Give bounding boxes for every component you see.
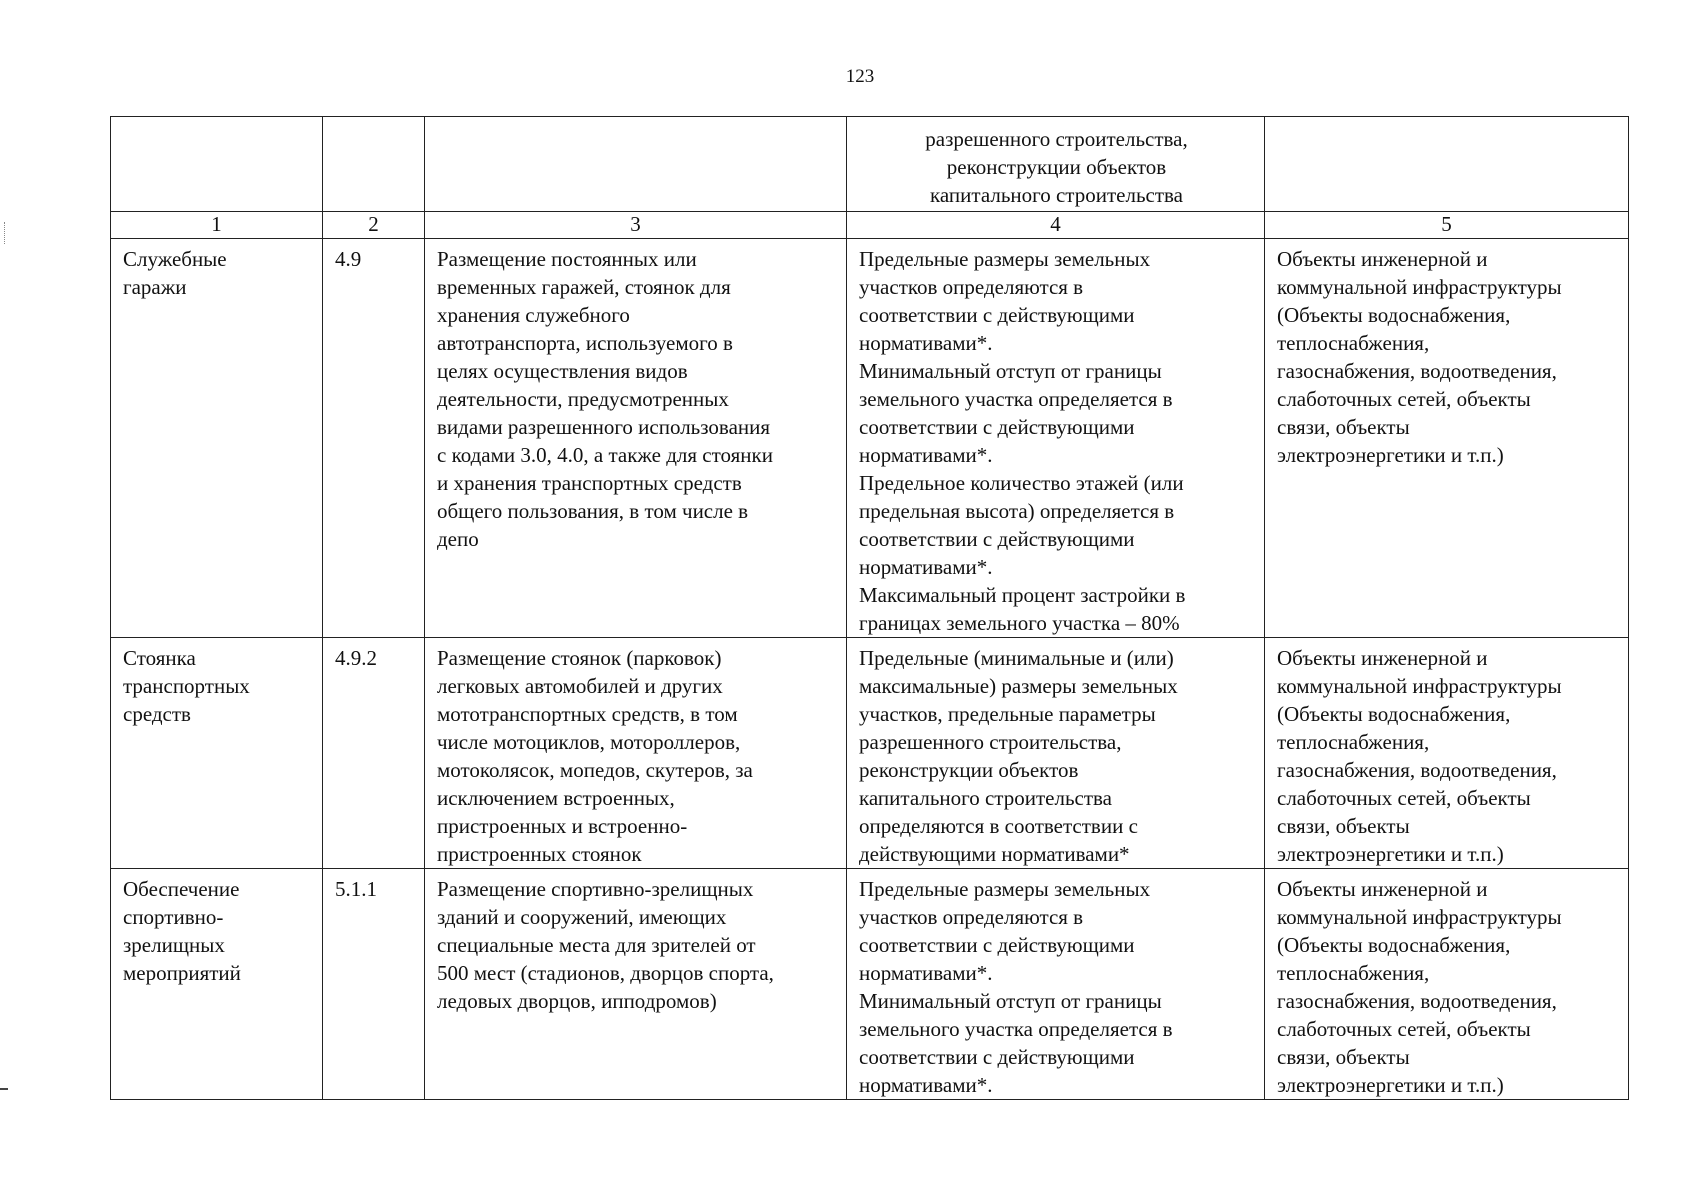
cell-text-line: соответствии с действующими [859,527,1135,551]
cell-text-line: хранения служебного [437,303,630,327]
cell-text-line: транспортных [123,674,250,698]
cell-text-line: Предельные размеры земельных [859,247,1151,271]
column-number: 2 [323,212,425,239]
cell-text-line: участков определяются в [859,905,1084,929]
cell-text-line: электроэнергетики и т.п.) [1277,443,1504,467]
row-parameters-cell [847,869,1265,1100]
cell-text-line: соответствии с действующими [859,1045,1135,1069]
cell-text-line: и хранения транспортных средств [437,471,742,495]
cell-text-line: Размещение стоянок (парковок) [437,646,722,670]
cell-text-line: теплоснабжения, [1277,730,1430,754]
cell-text-line: Минимальный отступ от границы [859,989,1162,1013]
row-auxiliary-cell [1265,638,1629,869]
cell-text-line: Объекты инженерной и [1277,646,1488,670]
cell-text-line: слаботочных сетей, объекты [1277,1017,1531,1041]
scan-edge-marks [4,222,7,244]
cell-text-line: нормативами*. [859,331,993,355]
column-number: 4 [847,212,1265,239]
cell-text-line: участков, предельные параметры [859,702,1156,726]
cell-text-line: мероприятий [123,961,241,985]
cell-text-line: Размещение спортивно-зрелищных [437,877,754,901]
cell-text-line: мотоколясок, мопедов, скутеров, за [437,758,753,782]
regulations-table-wrapper [110,116,1628,1100]
cell-text-line: легковых автомобилей и других [437,674,723,698]
cell-text-line: Максимальный процент застройки в [859,583,1186,607]
cell-text-line: Размещение постоянных или [437,247,697,271]
cell-text-line: действующими нормативами* [859,842,1130,866]
cell-text-line: связи, объекты [1277,814,1410,838]
cell-text-line: деятельности, предусмотренных [437,387,729,411]
cont-cell-3 [425,117,847,212]
cell-text-line: временных гаражей, стоянок для [437,275,731,299]
cell-text-line: (Объекты водоснабжения, [1277,702,1511,726]
cell-text-line: видами разрешенного использования [437,415,771,439]
cell-text-line: газоснабжения, водоотведения, [1277,758,1557,782]
cell-text-line: участков определяются в [859,275,1084,299]
cont-cell-5 [1265,117,1629,212]
cell-text-line: зданий и сооружений, имеющих [437,905,727,929]
column-number: 5 [1265,212,1629,239]
cont-cell-4 [847,117,1265,212]
cell-text-line: связи, объекты [1277,1045,1410,1069]
cell-text-line: Стоянка [123,646,196,670]
cell-text-line: (Объекты водоснабжения, [1277,933,1511,957]
page-number: 123 [845,66,875,87]
cell-text-line: зрелищных [123,933,225,957]
row-parameters-cell [847,239,1265,638]
cell-text-line: разрешенного строительства, [859,730,1122,754]
cell-text-line: (Объекты водоснабжения, [1277,303,1511,327]
cell-text-line: коммунальной инфраструктуры [1277,674,1562,698]
cell-text-line: депо [437,527,479,551]
cell-text-line: Объекты инженерной и [1277,877,1488,901]
cont-line: капитального строительства [930,183,1183,207]
cell-text-line: общего пользования, в том числе в [437,499,749,523]
row-code-cell: 5.1.1 [323,869,425,1100]
cell-text-line: предельная высота) определяется в [859,499,1175,523]
cell-text-line: спортивно- [123,905,224,929]
row-code-cell: 4.9.2 [323,638,425,869]
cell-text-line: нормативами*. [859,1073,993,1097]
column-number: 3 [425,212,847,239]
cell-text-line: ледовых дворцов, ипподромов) [437,989,717,1013]
cell-text-line: числе мотоциклов, мотороллеров, [437,730,741,754]
cell-text-line: нормативами*. [859,961,993,985]
row-code-cell: 4.9 [323,239,425,638]
cont-line: реконструкции объектов [946,155,1167,179]
row-name-cell [111,869,323,1100]
cell-text-line: границах земельного участка – 80% [859,611,1180,635]
cell-text-line: коммунальной инфраструктуры [1277,275,1562,299]
table-data-body [111,239,1629,1100]
cell-text-line: нормативами*. [859,555,993,579]
row-auxiliary-cell [1265,869,1629,1100]
cell-text-line: пристроенных и встроенно- [437,814,688,838]
cell-text-line: земельного участка определяется в [859,1017,1173,1041]
column-number: 1 [111,212,323,239]
cont-cell-2 [323,117,425,212]
cell-text-line: специальные места для зрителей от [437,933,756,957]
cell-text-line: электроэнергетики и т.п.) [1277,1073,1504,1097]
cell-text-line: Минимальный отступ от границы [859,359,1162,383]
scan-edge-line [0,1088,8,1090]
cell-text-line: пристроенных стоянок [437,842,642,866]
cont-line: разрешенного строительства, [925,127,1188,151]
cell-text-line: исключением встроенных, [437,786,675,810]
cont-cell-1 [111,117,323,212]
cell-text-line: теплоснабжения, [1277,961,1430,985]
cell-text-line: нормативами*. [859,443,993,467]
cell-text-line: Объекты инженерной и [1277,247,1488,271]
cell-text-line: соответствии с действующими [859,303,1135,327]
row-parameters-cell [847,638,1265,869]
cell-text-line: электроэнергетики и т.п.) [1277,842,1504,866]
cell-text-line: Служебные [123,247,227,271]
cell-text-line: газоснабжения, водоотведения, [1277,989,1557,1013]
cell-text-line: определяются в соответствии с [859,814,1138,838]
row-description-cell [425,239,847,638]
row-description-cell [425,869,847,1100]
cell-text-line: связи, объекты [1277,415,1410,439]
column-number-row [111,212,1629,239]
cell-text-line: мототранспортных средств, в том [437,702,738,726]
cell-text-line: максимальные) размеры земельных [859,674,1178,698]
regulations-table [110,116,1629,1100]
table-row [111,239,1629,638]
table-row [111,869,1629,1100]
cell-text-line: Предельное количество этажей (или [859,471,1184,495]
cell-text-line: 500 мест (стадионов, дворцов спорта, [437,961,774,985]
row-description-cell [425,638,847,869]
row-name-cell [111,239,323,638]
cell-text-line: средств [123,702,191,726]
cell-text-line: Предельные (минимальные и (или) [859,646,1174,670]
continuation-row [111,117,1629,212]
cell-text-line: Предельные размеры земельных [859,877,1151,901]
cell-text-line: целях осуществления видов [437,359,688,383]
cell-text-line: соответствии с действующими [859,415,1135,439]
table-row [111,638,1629,869]
cell-text-line: газоснабжения, водоотведения, [1277,359,1557,383]
cell-text-line: коммунальной инфраструктуры [1277,905,1562,929]
cell-text-line: Обеспечение [123,877,240,901]
row-auxiliary-cell [1265,239,1629,638]
cell-text-line: реконструкции объектов [859,758,1079,782]
cell-text-line: слаботочных сетей, объекты [1277,786,1531,810]
row-name-cell [111,638,323,869]
cell-text-line: соответствии с действующими [859,933,1135,957]
cell-text-line: теплоснабжения, [1277,331,1430,355]
cell-text-line: капитального строительства [859,786,1112,810]
cell-text-line: земельного участка определяется в [859,387,1173,411]
cell-text-line: автотранспорта, используемого в [437,331,733,355]
cell-text-line: с кодами 3.0, 4.0, а также для стоянки [437,443,773,467]
cell-text-line: гаражи [123,275,187,299]
cell-text-line: слаботочных сетей, объекты [1277,387,1531,411]
